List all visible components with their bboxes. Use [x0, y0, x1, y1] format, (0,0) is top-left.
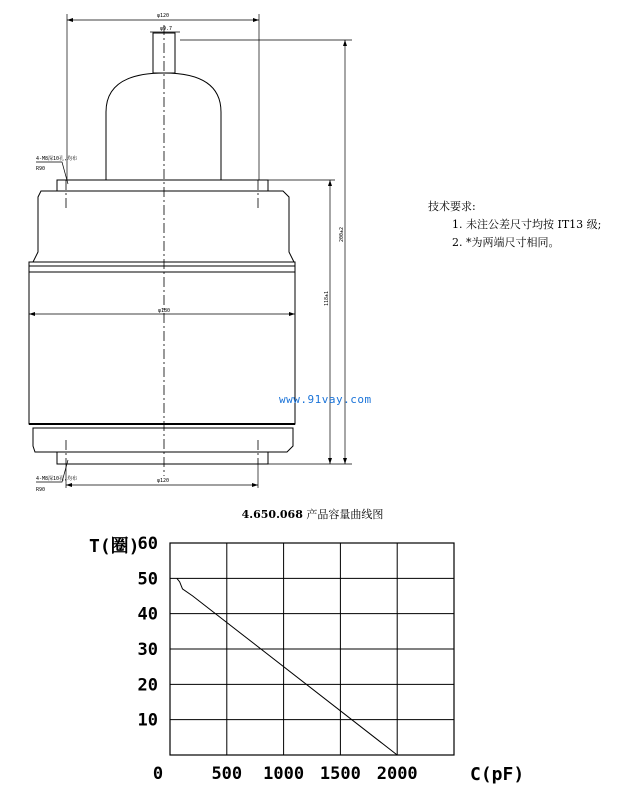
dim-body: φ180: [158, 308, 171, 314]
x-tick-label: 500: [211, 764, 243, 784]
y-tick-label: 20: [137, 675, 158, 696]
y-tick-label: 30: [137, 640, 158, 660]
chart-caption: [0, 506, 625, 522]
center-lines: [66, 25, 258, 476]
caption-model: 4.650.068: [241, 508, 303, 521]
y-tick-label: 10: [137, 710, 158, 731]
technical-notes: [428, 198, 601, 252]
dim-stem: φ9.7: [160, 26, 173, 32]
dim-body-height: 118±1: [324, 290, 330, 306]
top-flange: [57, 180, 268, 191]
x-tick-label: 1500: [319, 764, 361, 784]
x-axis-title: C(pF): [470, 764, 525, 785]
y-tick-label: 50: [137, 569, 158, 590]
notes-title: 技术要求:: [428, 200, 476, 213]
upper-body: [33, 191, 294, 262]
note-lower-holes-sub: R90: [36, 487, 46, 493]
capacity-curve-chart: [89, 534, 524, 785]
dimension-arrows: [29, 18, 347, 487]
x-tick-label: 1000: [263, 764, 305, 784]
capacitor-outline: [29, 33, 295, 464]
dimension-lines: [29, 14, 352, 488]
dome: [106, 73, 221, 180]
y-tick-label: 60: [137, 534, 158, 554]
note-item-2: 2. *为两端尺寸相同。: [452, 236, 560, 249]
x-tick-label: 2000: [376, 764, 418, 784]
dim-top-width: φ120: [157, 13, 170, 19]
dim-bottom-width: φ120: [157, 478, 170, 484]
bottom-flange: [57, 452, 268, 464]
note-upper-holes-sub: R90: [36, 166, 46, 172]
x-tick-label: 0: [152, 764, 164, 784]
y-tick-label: 40: [137, 604, 158, 625]
series-line: [177, 578, 397, 755]
watermark: www.91vay.com: [279, 393, 372, 406]
y-axis-title: T(圈): [89, 536, 140, 557]
note-item-1: 1. 未注公差尺寸均按 IT13 级;: [452, 218, 602, 231]
bottom-body: [33, 428, 293, 452]
caption-text: 产品容量曲线图: [306, 508, 384, 521]
note-upper-holes: 4-M8深10孔,均布: [36, 156, 78, 162]
note-lower-holes: 4-M8深10孔,均布: [36, 476, 78, 482]
main-body: [29, 262, 295, 424]
dim-total-height: 200±2: [339, 226, 345, 242]
